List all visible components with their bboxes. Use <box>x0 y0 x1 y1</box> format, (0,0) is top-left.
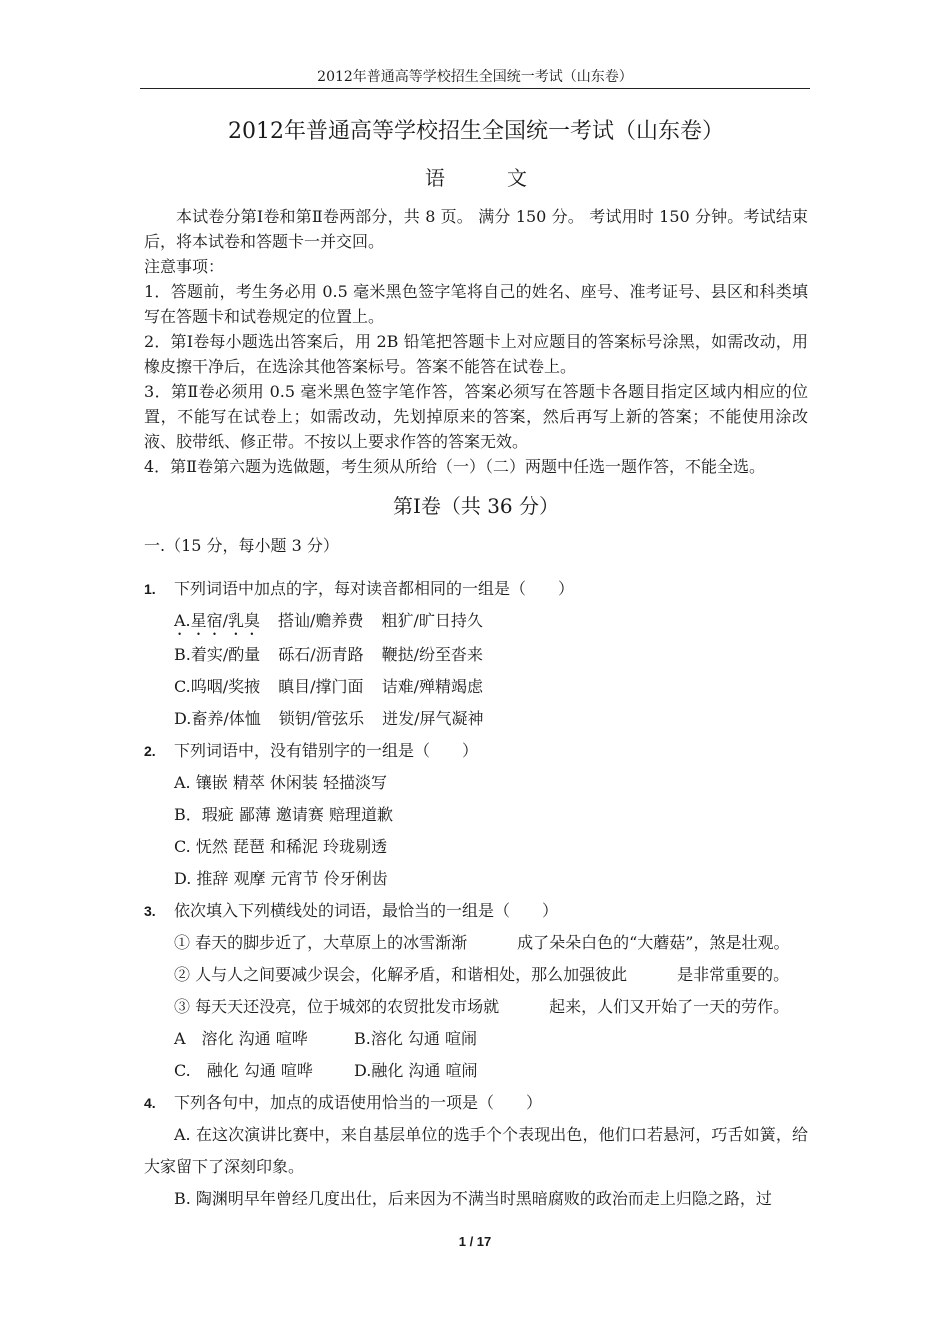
question-stem: 下列词语中，没有错别字的一组是（ ） <box>174 741 479 760</box>
q2-option-a: A. 镶嵌 精萃 休闲装 轻描淡写 <box>174 773 387 792</box>
q3-item-1-before: ① 春天的脚步近了，大草原上的冰雪渐渐 <box>174 933 468 952</box>
question-2 <box>144 735 808 767</box>
q1-c-1: C.呜咽/奖掖 <box>174 677 261 696</box>
q1-option-b <box>174 639 808 671</box>
q1-c-3: 诘难/殚精竭虑 <box>381 677 483 696</box>
q4-option-b: B. 陶渊明早年曾经几度出仕，后来因为不满当时黑暗腐败的政治而走上归隐之路，过 <box>174 1189 772 1208</box>
q1-d-3: 迸发/屏气凝神 <box>382 709 484 728</box>
q2-option-b: B．瑕疵 鄙薄 邀请赛 赔理道歉 <box>174 805 394 824</box>
q1-option-c <box>174 671 808 703</box>
q1-a-2: 搭讪/赡养费 <box>278 611 364 630</box>
q2-option-c: C. 怃然 琵琶 和稀泥 玲珑剔透 <box>174 837 388 856</box>
q3-option-c: C. 融化 勾通 喧哗 <box>174 1061 313 1080</box>
subject-title <box>144 158 808 198</box>
subject-char-1: 语 <box>425 166 445 190</box>
header-rule <box>140 88 810 89</box>
q1-c-2: 瞋目/撑门面 <box>278 677 364 696</box>
question-stem: 下列词语中加点的字，每对读音都相同的一组是（ ） <box>174 579 575 598</box>
q3-item-2-after: 是非常重要的。 <box>677 965 790 984</box>
q3-option-a: A 溶化 沟通 喧哗 <box>174 1029 308 1048</box>
q3-option-b: B.溶化 勾通 喧闹 <box>354 1029 478 1048</box>
q1-d-2: 锁钥/管弦乐 <box>278 709 365 728</box>
part-title: 第Ⅰ卷（共 36 分） <box>392 494 560 518</box>
question-stem: 下列各句中，加点的成语使用恰当的一项是（ ） <box>174 1093 543 1112</box>
q3-item-1-after: 成了朵朵白色的“大蘑菇”，煞是壮观。 <box>517 933 790 952</box>
question-number: 1. <box>144 581 156 597</box>
q3-item-2-before: ② 人与人之间要减少误会，化解矛盾，和谐相处，那么加强彼此 <box>174 965 628 984</box>
doc-title: 2012年普通高等学校招生全国统一考试（山东卷） <box>228 119 724 144</box>
notice-label: 注意事项： <box>144 257 225 276</box>
notice-item-2: 2．第Ⅰ卷每小题选出答案后，用 2B 铅笔把答题卡上对应题目的答案标号涂黑，如需改动，用橡皮擦干净后，在选涂其他答案标号。答案不能答在试卷上。 <box>144 332 808 376</box>
question-3 <box>144 895 808 927</box>
notice-item-4: 4．第Ⅱ卷第六题为选做题，考生须从所给（一）（二）两题中任选一题作答，不能全选。 <box>144 457 766 476</box>
question-1 <box>144 573 808 605</box>
q1-a-3: 粗犷/旷日持久 <box>381 611 483 630</box>
question-number: 4. <box>144 1095 156 1111</box>
question-number: 2. <box>144 743 156 759</box>
q1-b-1: B.着实/酌量 <box>174 645 261 664</box>
question-number: 3. <box>144 903 156 919</box>
q3-item-1 <box>174 927 808 959</box>
q2-option-d: D. 推辞 观摩 元宵节 伶牙俐齿 <box>174 869 388 888</box>
q3-option-d: D.融化 沟通 喧闹 <box>354 1061 478 1080</box>
q1-d-1: D.畜养/体恤 <box>174 709 261 728</box>
q3-options-cd <box>174 1055 808 1087</box>
q3-options-ab <box>174 1023 808 1055</box>
question-stem: 依次填入下列横线处的词语，最恰当的一组是（ ） <box>174 901 559 920</box>
q1-option-a <box>174 605 808 639</box>
page-number: 1 / 17 <box>458 1234 492 1249</box>
q4-option-a: A. 在这次演讲比赛中，来自基层单位的选手个个表现出色，他们口若悬河，巧舌如簧，给大家留下了深刻印象。 <box>144 1125 808 1176</box>
section-title: 一.（15 分，每小题 3 分） <box>144 536 339 555</box>
notice-item-1: 1．答题前，考生务必用 0.5 毫米黑色签字笔将自己的姓名、座号、准考证号、县区和科类填写在答题卡和试卷规定的位置上。 <box>144 282 808 326</box>
q3-item-2 <box>174 959 808 991</box>
q1-option-d <box>174 703 808 735</box>
q3-item-3-before: ③ 每天天还没亮，位于城郊的农贸批发市场就 <box>174 997 500 1016</box>
q1-b-2: 砾石/沥青路 <box>278 645 364 664</box>
q3-item-3-after: 起来，人们又开始了一天的劳作。 <box>549 997 790 1016</box>
subject-char-2: 文 <box>507 166 527 190</box>
notice-item-3: 3．第Ⅱ卷必须用 0.5 毫米黑色签字笔作答，答案必须写在答题卡各题目指定区域内相应的位置，不能写在试卷上；如需改动，先划掉原来的答案，然后再写上新的答案；不能使用涂改液、胶带纸、修正带。不按以上要求作答的答案无效。 <box>144 382 808 451</box>
q1-b-3: 鞭挞/纷至沓来 <box>381 645 484 664</box>
page-content <box>144 112 808 1215</box>
q3-item-3 <box>174 991 808 1023</box>
intro-paragraph: 本试卷分第Ⅰ卷和第Ⅱ卷两部分，共 8 页。 满分 150 分。 考试用时 150 分钟。考试结束后，将本试卷和答题卡一并交回。 <box>144 207 808 251</box>
question-4 <box>144 1087 808 1119</box>
q1-a-1: A.星宿/乳臭 <box>174 611 261 630</box>
running-header: 2012年普通高等学校招生全国统一考试（山东卷） <box>317 69 633 85</box>
